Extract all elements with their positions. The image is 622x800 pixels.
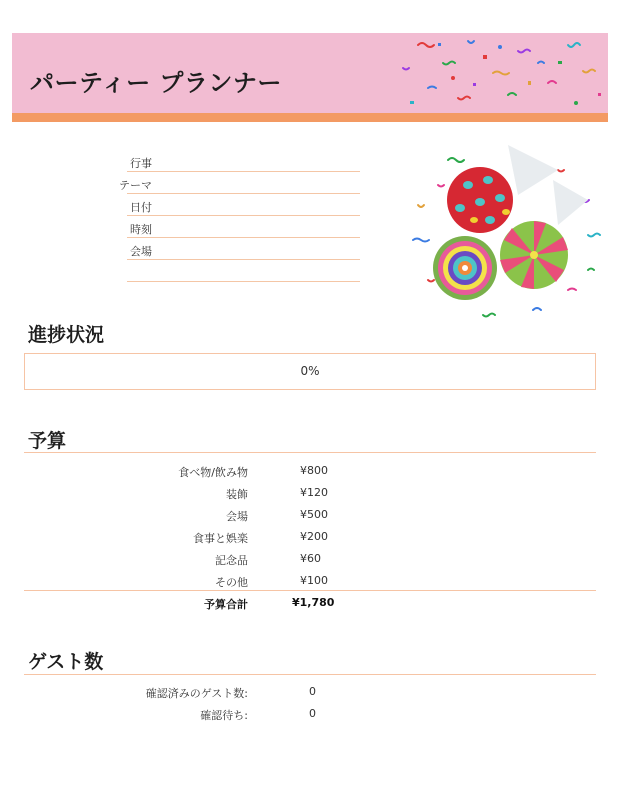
header-accent-bar xyxy=(12,113,608,122)
event-field-row[interactable] xyxy=(40,152,360,174)
party-hats-illustration xyxy=(408,140,608,325)
date-field-row[interactable] xyxy=(40,196,360,218)
date-field-label: 日付 xyxy=(130,201,152,214)
budget-item-value: ¥800 xyxy=(300,464,328,477)
guest-item-label: 確認済みのゲスト数: xyxy=(145,687,248,700)
confetti-decoration xyxy=(398,33,608,113)
progress-value: 0% xyxy=(300,364,320,378)
budget-item-label: 会場 xyxy=(226,510,248,523)
budget-row xyxy=(24,504,596,526)
field-underline xyxy=(127,193,360,194)
budget-total-row xyxy=(24,592,596,614)
budget-item-label: 食べ物/飲み物 xyxy=(178,466,248,479)
guests-divider xyxy=(24,674,596,675)
budget-item-value: ¥200 xyxy=(300,530,328,543)
budget-total-divider xyxy=(24,590,596,591)
guest-row xyxy=(24,703,596,725)
budget-item-value: ¥100 xyxy=(300,574,328,587)
budget-item-value: ¥60 xyxy=(300,552,321,565)
guest-item-value: 0 xyxy=(309,685,316,698)
venue-field-row[interactable] xyxy=(40,240,360,262)
guest-item-label: 確認待ち: xyxy=(200,709,248,722)
budget-item-label: 記念品 xyxy=(215,554,248,567)
field-underline xyxy=(127,259,360,260)
budget-item-label: 装飾 xyxy=(226,488,248,501)
theme-field-row[interactable] xyxy=(40,174,360,196)
field-underline xyxy=(127,237,360,238)
budget-total-value: ¥1,780 xyxy=(292,596,335,609)
budget-row xyxy=(24,460,596,482)
event-field-label: 行事 xyxy=(130,157,152,170)
field-underline xyxy=(127,281,360,282)
budget-row xyxy=(24,548,596,570)
budget-item-label: 食事と娯楽 xyxy=(193,532,248,545)
progress-bar xyxy=(24,353,596,390)
budget-total-label: 予算合計 xyxy=(204,598,248,611)
budget-item-value: ¥500 xyxy=(300,508,328,521)
theme-field-label: テーマ xyxy=(119,179,152,192)
header-banner xyxy=(12,33,608,113)
guests-section-title: ゲスト数 xyxy=(28,651,104,673)
budget-row xyxy=(24,526,596,548)
budget-row xyxy=(24,482,596,504)
progress-section-title: 進捗状況 xyxy=(28,324,105,346)
time-field-row[interactable] xyxy=(40,218,360,240)
budget-item-label: その他 xyxy=(215,576,248,589)
venue-field-label: 会場 xyxy=(130,245,152,258)
budget-row xyxy=(24,570,596,592)
budget-section-title: 予算 xyxy=(28,430,67,452)
field-underline xyxy=(127,215,360,216)
guest-item-value: 0 xyxy=(309,707,316,720)
guest-row xyxy=(24,681,596,703)
time-field-label: 時刻 xyxy=(130,223,152,236)
extra-field-row[interactable] xyxy=(40,262,360,284)
budget-divider xyxy=(24,452,596,453)
budget-item-value: ¥120 xyxy=(300,486,328,499)
field-underline xyxy=(127,171,360,172)
page-title: パーティー プランナー xyxy=(30,69,282,97)
